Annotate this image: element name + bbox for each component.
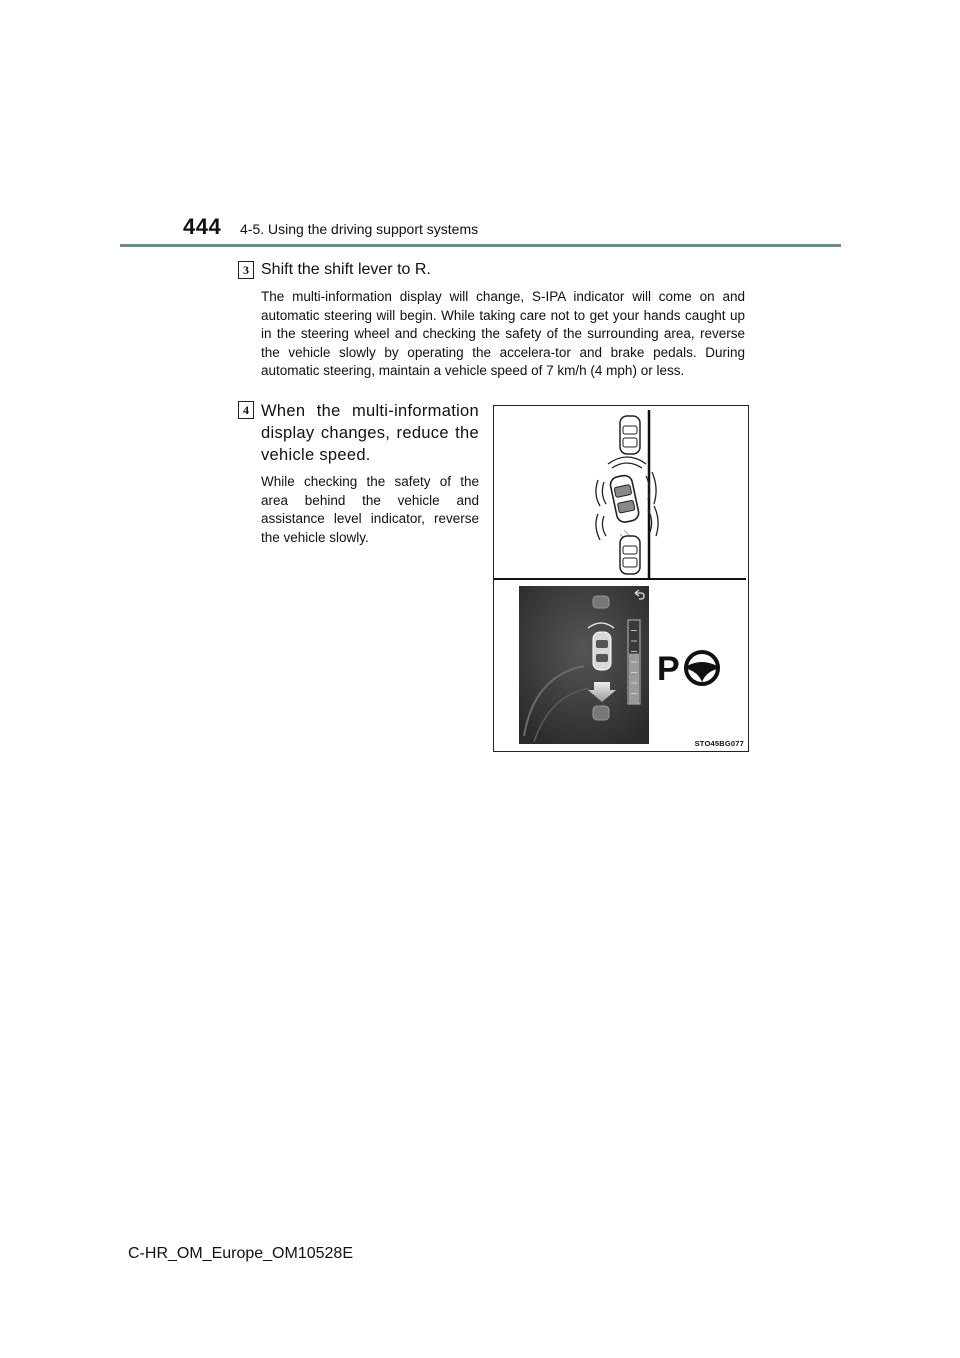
section-title: 4-5. Using the driving support systems [240, 221, 479, 237]
step-4-body: While checking the safety of the area behind the vehicle and assistance level indicator, reverse the vehicle slowly. [261, 474, 479, 545]
step-4-title: When the multi-information display changes, reduce the vehicle speed. [261, 402, 479, 464]
figure-code: STO45BG077 [694, 739, 744, 748]
multi-information-display [519, 586, 649, 744]
car-icon [593, 632, 611, 670]
step-3-badge: 3 [238, 261, 254, 279]
parking-assist-figure [493, 405, 749, 752]
s-ipa-indicator [657, 650, 718, 688]
figure-illustration [494, 406, 750, 753]
step-4-badge: 4 [238, 401, 254, 419]
parked-car-rear-icon [620, 536, 640, 574]
steering-wheel-icon [686, 652, 718, 684]
footer-doc-id: C-HR_OM_Europe_OM10528E [128, 1245, 353, 1262]
header-rule [120, 244, 841, 247]
s-ipa-letter: P [657, 650, 680, 688]
step-3-body: The multi-information display will change, S-IPA indicator will come on and automatic steering will begin. While taking care not to get your hands caught up in the steering wheel and checking the safety of the surrounding area, reverse the vehicle slowly by operating the accelera-tor and brake pedals. During automatic steering, maintain a vehicle speed of 7 km/h (4 mph) or less. [261, 289, 745, 378]
step-3-title: Shift the shift lever to R. [261, 261, 431, 278]
assistance-level-indicator [628, 620, 640, 704]
parked-car-front-icon [620, 416, 640, 454]
page-number: 444 [183, 214, 222, 239]
reversing-car-icon [609, 474, 640, 524]
